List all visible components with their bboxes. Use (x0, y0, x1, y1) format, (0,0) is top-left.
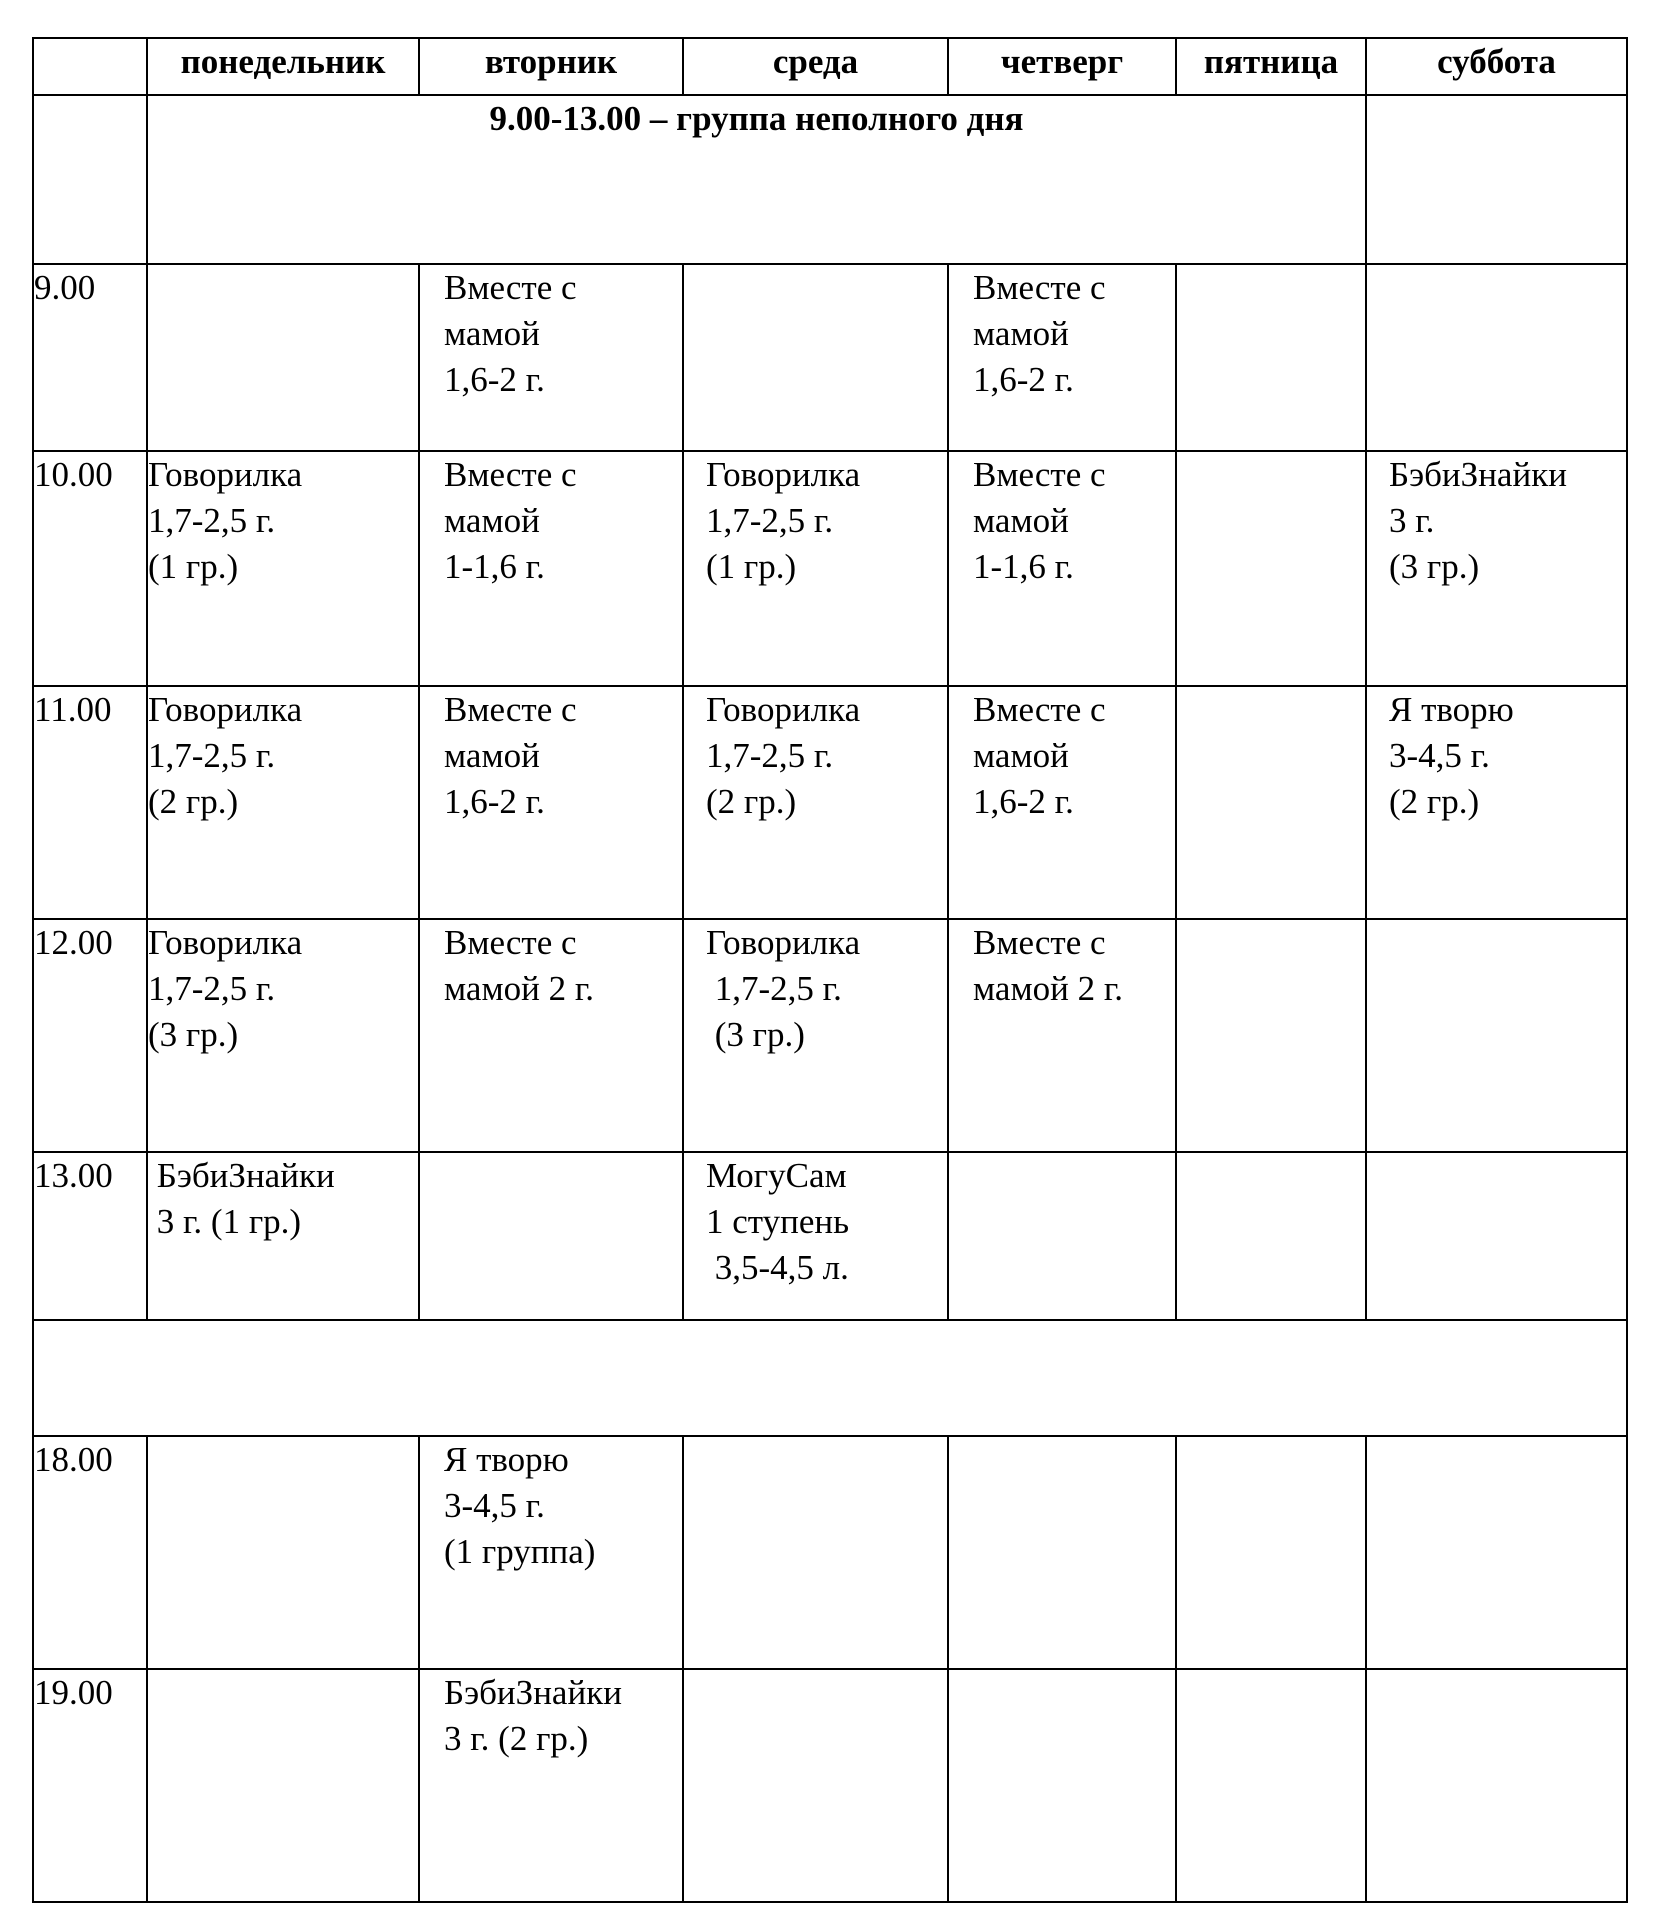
class-text-line: 1,6-2 г. (973, 782, 1074, 822)
schedule-cell-wednesday (683, 1669, 948, 1902)
separator-row (33, 1320, 1627, 1436)
class-text-line: (1 гр.) (148, 547, 239, 587)
schedule-cell-friday (1176, 264, 1366, 452)
class-text-line: Говорилка (706, 922, 861, 962)
banner-row (33, 95, 1627, 264)
class-text-line: мамой 2 г. (444, 968, 594, 1008)
schedule-cell-friday (1176, 686, 1366, 919)
class-text-line: мамой 2 г. (973, 968, 1123, 1008)
schedule-cell-wednesday (683, 919, 948, 1152)
separator-cell (33, 1320, 1627, 1436)
schedule-cell-saturday (1366, 1152, 1627, 1321)
schedule-cell-wednesday (683, 1152, 948, 1321)
class-text-line: (1 группа) (444, 1532, 596, 1572)
class-text-line: Говорилка (706, 455, 861, 495)
time-cell: 18.00 (33, 1436, 147, 1669)
time-cell: 11.00 (33, 686, 147, 919)
schedule-row (33, 1152, 1627, 1321)
schedule-cell-thursday (948, 451, 1176, 686)
class-text-line: (1 гр.) (706, 547, 797, 587)
class-text-line: 3-4,5 г. (444, 1486, 545, 1526)
class-text-line: БэбиЗнайки (444, 1673, 622, 1713)
schedule-cell-thursday (948, 1669, 1176, 1902)
class-text-line: 1,7-2,5 г. (706, 501, 834, 541)
schedule-cell-saturday (1366, 451, 1627, 686)
schedule-cell-thursday (948, 264, 1176, 452)
class-text-line: Говорилка (148, 922, 303, 962)
time-cell: 12.00 (33, 919, 147, 1152)
schedule-cell-monday (147, 451, 419, 686)
schedule-cell-monday (147, 1436, 419, 1669)
schedule-cell-thursday (948, 1152, 1176, 1321)
schedule-cell-friday (1176, 1436, 1366, 1669)
banner-time-cell (33, 95, 147, 264)
schedule-cell-tuesday (419, 451, 683, 686)
class-text-line: Вместе с (973, 922, 1106, 962)
class-text-line: МогуСам (706, 1155, 847, 1195)
schedule-cell-friday (1176, 1669, 1366, 1902)
schedule-cell-tuesday (419, 686, 683, 919)
schedule-cell-saturday (1366, 1436, 1627, 1669)
class-text-line: мамой (444, 313, 540, 353)
schedule-cell-friday (1176, 1152, 1366, 1321)
class-text-line: Вместе с (444, 922, 577, 962)
schedule-cell-saturday (1366, 686, 1627, 919)
schedule-cell-saturday (1366, 264, 1627, 452)
class-text-line: Вместе с (973, 690, 1106, 730)
schedule-row (33, 451, 1627, 686)
class-text-line: 3 г. (1389, 501, 1435, 541)
schedule-cell-tuesday (419, 919, 683, 1152)
class-text-line: Вместе с (444, 267, 577, 307)
header-time-cell (33, 38, 147, 95)
time-cell: 13.00 (33, 1152, 147, 1321)
schedule-cell-wednesday (683, 264, 948, 452)
schedule-cell-monday (147, 1152, 419, 1321)
header-row (33, 38, 1627, 95)
class-text-line: 1,7-2,5 г. (148, 501, 276, 541)
class-text-line: Вместе с (973, 267, 1106, 307)
class-text-line: 1-1,6 г. (973, 547, 1074, 587)
time-cell: 10.00 (33, 451, 147, 686)
class-text-line: мамой (973, 736, 1069, 776)
class-text-line: 1,7-2,5 г. (148, 968, 276, 1008)
schedule-cell-thursday (948, 686, 1176, 919)
class-text-line: мамой (444, 501, 540, 541)
class-text-line: 1-1,6 г. (444, 547, 545, 587)
day-header-friday: пятница (1176, 38, 1366, 95)
class-text-line: 1,6-2 г. (444, 782, 545, 822)
schedule-cell-tuesday (419, 1669, 683, 1902)
class-text-line: Вместе с (444, 455, 577, 495)
banner-cell: 9.00-13.00 – группа неполного дня (147, 95, 1366, 264)
class-text-line: (3 гр.) (148, 1014, 239, 1054)
day-header-thursday: четверг (948, 38, 1176, 95)
schedule-table (32, 37, 1628, 1903)
class-text-line: (2 гр.) (706, 782, 797, 822)
schedule-cell-tuesday (419, 264, 683, 452)
schedule-cell-monday (147, 264, 419, 452)
schedule-cell-tuesday (419, 1436, 683, 1669)
schedule-row (33, 264, 1627, 452)
class-text-line: 3-4,5 г. (1389, 736, 1490, 776)
class-text-line: Я творю (1389, 690, 1514, 730)
schedule-cell-thursday (948, 919, 1176, 1152)
class-text-line: 3,5-4,5 л. (706, 1247, 849, 1287)
time-cell: 9.00 (33, 264, 147, 452)
schedule-cell-friday (1176, 919, 1366, 1152)
class-text-line: 3 г. (1 гр.) (148, 1201, 302, 1241)
class-text-line: 1,7-2,5 г. (706, 736, 834, 776)
class-text-line: Вместе с (444, 690, 577, 730)
schedule-cell-saturday (1366, 1669, 1627, 1902)
schedule-row (33, 686, 1627, 919)
day-header-monday: понедельник (147, 38, 419, 95)
banner-saturday-cell (1366, 95, 1627, 264)
class-text-line: Говорилка (148, 690, 303, 730)
class-text-line: БэбиЗнайки (148, 1155, 335, 1195)
class-text-line: Говорилка (706, 690, 861, 730)
schedule-row (33, 1436, 1627, 1669)
schedule-cell-thursday (948, 1436, 1176, 1669)
schedule-row (33, 1669, 1627, 1902)
day-header-wednesday: среда (683, 38, 948, 95)
schedule-cell-wednesday (683, 686, 948, 919)
class-text-line: (2 гр.) (148, 782, 239, 822)
class-text-line: 1 ступень (706, 1201, 850, 1241)
class-text-line: мамой (444, 736, 540, 776)
day-header-tuesday: вторник (419, 38, 683, 95)
class-text-line: Я творю (444, 1440, 569, 1480)
class-text-line: 1,7-2,5 г. (148, 736, 276, 776)
schedule-cell-monday (147, 919, 419, 1152)
schedule-cell-wednesday (683, 451, 948, 686)
class-text-line: (3 гр.) (1389, 547, 1480, 587)
class-text-line: 1,7-2,5 г. (706, 968, 842, 1008)
schedule-cell-monday (147, 1669, 419, 1902)
schedule-cell-monday (147, 686, 419, 919)
class-text-line: Вместе с (973, 455, 1106, 495)
class-text-line: Говорилка (148, 455, 303, 495)
schedule-cell-wednesday (683, 1436, 948, 1669)
time-cell: 19.00 (33, 1669, 147, 1902)
class-text-line: 1,6-2 г. (444, 359, 545, 399)
schedule-cell-saturday (1366, 919, 1627, 1152)
class-text-line: мамой (973, 313, 1069, 353)
schedule-cell-tuesday (419, 1152, 683, 1321)
class-text-line: 3 г. (2 гр.) (444, 1719, 589, 1759)
day-header-saturday: суббота (1366, 38, 1627, 95)
schedule-cell-friday (1176, 451, 1366, 686)
class-text-line: БэбиЗнайки (1389, 455, 1567, 495)
class-text-line: (3 гр.) (706, 1014, 805, 1054)
schedule-row (33, 919, 1627, 1152)
class-text-line: мамой (973, 501, 1069, 541)
class-text-line: 1,6-2 г. (973, 359, 1074, 399)
class-text-line: (2 гр.) (1389, 782, 1480, 822)
